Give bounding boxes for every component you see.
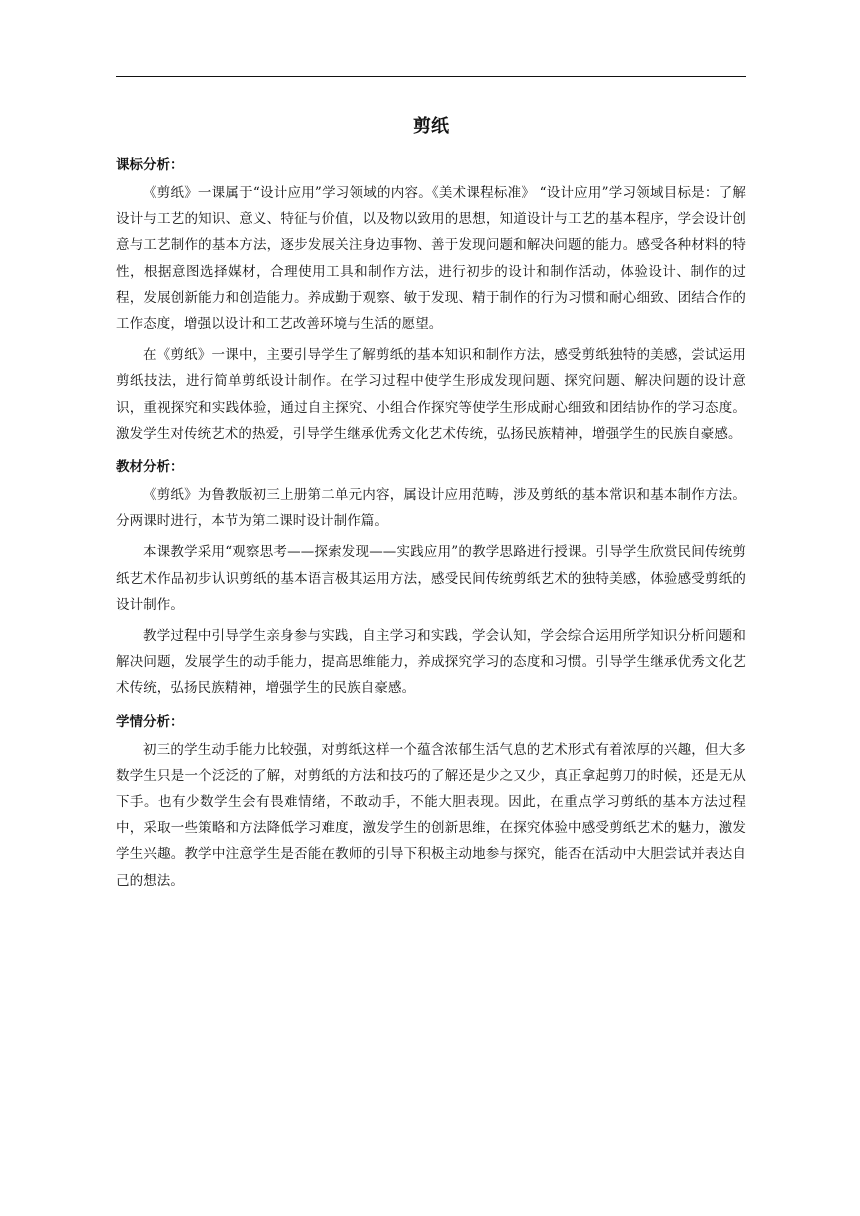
section-student-analysis: [116, 707, 746, 894]
document-body: [116, 150, 746, 899]
paragraph: 在《剪纸》一课中，主要引导学生了解剪纸的基本知识和制作方法，感受剪纸独特的美感，尝试运用剪纸技法，进行简单剪纸设计制作。在学习过程中使学生形成发现问题、探究问题、解决问题的设计意识，重视探究和实践体验，通过自主探究、小组合作探究等使学生形成耐心细致和团结协作的学习态度。激发学生对传统艺术的热爱，引导学生继承优秀文化艺术传统，弘扬民族精神，增强学生的民族自豪感。: [116, 347, 746, 442]
section-heading: 教材分析：: [116, 459, 184, 476]
header-rule: [116, 76, 746, 77]
paragraph: 本课教学采用“观察思考——探索发现——实践应用”的教学思路进行授课。引导学生欣赏民间传统剪纸艺术作品初步认识剪纸的基本语言极其运用方法，感受民间传统剪纸艺术的独特美感，体验感受剪纸的设计制作。: [116, 544, 746, 613]
paragraph: 《剪纸》为鲁教版初三上册第二单元内容，属设计应用范畴，涉及剪纸的基本常识和基本制作方法。分两课时进行，本节为第二课时设计制作篇。: [116, 487, 746, 530]
section-curriculum-analysis: [116, 150, 746, 447]
section-heading: 学情分析：: [116, 713, 184, 730]
paragraph: 《剪纸》一课属于“设计应用”学习领域的内容。《美术课程标准》 “设计应用”学习领域目标是：了解设计与工艺的知识、意义、特征与价值，以及物以致用的思想，知道设计与工艺的基本程序，学会设计创意与工艺制作的基本方法，逐步发展关注身边事物、善于发现问题和解决问题的能力。感受各种材料的特性，根据意图选择媒材，合理使用工具和制作方法，进行初步的设计和制作活动，体验设计、制作的过程，发展创新能力和创造能力。养成勤于观察、敏于发现、精于制作的行为习惯和耐心细致、团结合作的工作态度，增强以设计和工艺改善环境与生活的愿望。: [116, 185, 746, 333]
section-heading: 课标分析：: [116, 157, 184, 173]
paragraph: 教学过程中引导学生亲身参与实践，自主学习和实践，学会认知，学会综合运用所学知识分析问题和解决问题，发展学生的动手能力，提高思维能力，养成探究学习的态度和习惯。引导学生继承优秀文化艺术传统，弘扬民族精神，增强学生的民族自豪感。: [116, 628, 746, 697]
page-title: 剪纸: [413, 116, 449, 137]
section-textbook-analysis: [116, 452, 746, 702]
paragraph: 初三的学生动手能力比较强，对剪纸这样一个蕴含浓郁生活气息的艺术形式有着浓厚的兴趣，但大多数学生只是一个泛泛的了解，对剪纸的方法和技巧的了解还是少之又少，真正拿起剪刀的时候，还是无从下手。也有少数学生会有畏难情绪，不敢动手，不能大胆表现。因此，在重点学习剪纸的基本方法过程中，采取一些策略和方法降低学习难度，激发学生的创新思维，在探究体验中感受剪纸艺术的魅力，激发学生兴趣。教学中注意学生是否能在教师的引导下积极主动地参与探究，能否在活动中大胆尝试并表达自己的想法。: [116, 741, 746, 889]
